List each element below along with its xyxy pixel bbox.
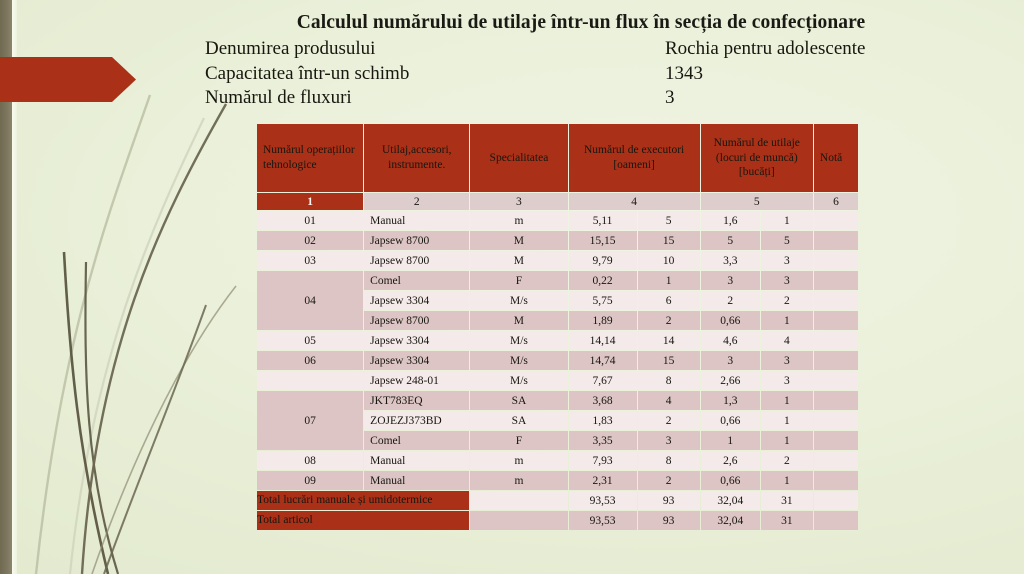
cell-executors-round: 3 <box>638 431 700 450</box>
numbering-cell-2: 2 <box>364 193 469 210</box>
cell-operation-number: 06 <box>257 351 363 370</box>
cell-machines-calc: 4,6 <box>701 331 760 350</box>
numbering-cell-5: 5 <box>701 193 813 210</box>
cell-equipment: Comel <box>364 431 469 450</box>
table-row <box>257 251 858 270</box>
table-total-row <box>257 511 858 530</box>
cell-equipment: Japsew 3304 <box>364 331 469 350</box>
cell-machines-round: 3 <box>761 371 813 390</box>
table-body <box>257 211 858 530</box>
cell-executors-calc: 1,83 <box>569 411 637 430</box>
table-row <box>257 371 858 390</box>
cell-machines-round: 3 <box>761 271 813 290</box>
cell-executors-round: 15 <box>638 231 700 250</box>
cell-machines-calc: 0,66 <box>701 311 760 330</box>
decorative-arrow-banner <box>0 57 136 102</box>
cell-specialty: M/s <box>470 351 567 370</box>
numbering-cell-1: 1 <box>257 193 363 210</box>
cell-machines-round: 4 <box>761 331 813 350</box>
cell-operation-number: 03 <box>257 251 363 270</box>
table-header <box>257 124 858 210</box>
cell-specialty: SA <box>470 411 567 430</box>
cell-equipment: Japsew 8700 <box>364 231 469 250</box>
cell-equipment: ZOJEZJ373BD <box>364 411 469 430</box>
cell-operation-number: 04 <box>257 271 363 330</box>
table-row <box>257 331 858 350</box>
cell-operation-number: 05 <box>257 331 363 350</box>
th-equipment: Utilaj,accesori, instrumente. <box>364 124 469 192</box>
th-executors: Numărul de executori [oameni] <box>569 124 700 192</box>
cell-machines-calc: 5 <box>701 231 760 250</box>
info-row-flows <box>186 86 976 110</box>
cell-executors-calc: 3,68 <box>569 391 637 410</box>
cell-operation-number: 09 <box>257 471 363 490</box>
cell-executors-calc: 5,11 <box>569 211 637 230</box>
cell-total-label: Total lucrări manuale și umidotermice <box>257 491 469 510</box>
cell-equipment: Japsew 8700 <box>364 251 469 270</box>
cell-total-machines-round: 31 <box>761 491 813 510</box>
info-label-capacity: Capacitatea într-un schimb <box>205 62 410 84</box>
cell-executors-round: 2 <box>638 471 700 490</box>
cell-total-note <box>814 491 858 510</box>
cell-machines-round: 1 <box>761 411 813 430</box>
cell-total-machines-calc: 32,04 <box>701 491 760 510</box>
page-title: Calculul numărului de utilaje într-un flux în secția de confecționare <box>296 12 866 33</box>
info-label-flows: Numărul de fluxuri <box>205 87 352 109</box>
cell-equipment: Manual <box>364 451 469 470</box>
cell-machines-calc: 1,6 <box>701 211 760 230</box>
cell-note <box>814 471 858 490</box>
cell-equipment: Japsew 8700 <box>364 311 469 330</box>
cell-note <box>814 231 858 250</box>
info-label-product: Denumirea produsului <box>205 38 376 60</box>
cell-specialty: M <box>470 311 567 330</box>
cell-machines-round: 3 <box>761 251 813 270</box>
cell-machines-round: 2 <box>761 291 813 310</box>
cell-executors-round: 1 <box>638 271 700 290</box>
cell-specialty: m <box>470 451 567 470</box>
cell-note <box>814 411 858 430</box>
numbering-cell-4: 4 <box>569 193 700 210</box>
cell-specialty: F <box>470 271 567 290</box>
cell-machines-calc: 3 <box>701 351 760 370</box>
calculation-table-container <box>256 123 859 531</box>
cell-executors-calc: 7,67 <box>569 371 637 390</box>
cell-executors-calc: 5,75 <box>569 291 637 310</box>
cell-specialty: M <box>470 251 567 270</box>
cell-total-executors-calc: 93,53 <box>569 491 637 510</box>
cell-executors-round: 6 <box>638 291 700 310</box>
cell-equipment: Japsew 3304 <box>364 351 469 370</box>
cell-machines-round: 1 <box>761 311 813 330</box>
cell-note <box>814 351 858 370</box>
th-operation-number: Numărul operațiilor tehnologice <box>257 124 363 192</box>
info-value-product: Rochia pentru adolescente <box>665 38 866 60</box>
cell-note <box>814 311 858 330</box>
cell-executors-round: 10 <box>638 251 700 270</box>
cell-operation-number: 07 <box>257 391 363 450</box>
cell-operation-number: 01 <box>257 211 363 230</box>
cell-total-spacer <box>470 511 567 530</box>
cell-total-machines-calc: 32,04 <box>701 511 760 530</box>
cell-executors-calc: 7,93 <box>569 451 637 470</box>
cell-executors-round: 15 <box>638 351 700 370</box>
cell-machines-calc: 1 <box>701 431 760 450</box>
cell-machines-round: 5 <box>761 231 813 250</box>
cell-note <box>814 431 858 450</box>
table-row <box>257 451 858 470</box>
cell-executors-round: 2 <box>638 311 700 330</box>
numbering-cell-3: 3 <box>470 193 567 210</box>
cell-specialty: M <box>470 231 567 250</box>
cell-executors-round: 5 <box>638 211 700 230</box>
info-row-capacity <box>186 62 976 86</box>
cell-executors-calc: 9,79 <box>569 251 637 270</box>
cell-equipment: Japsew 248-01 <box>364 371 469 390</box>
cell-specialty: m <box>470 471 567 490</box>
cell-executors-round: 4 <box>638 391 700 410</box>
cell-note <box>814 371 858 390</box>
cell-specialty: M/s <box>470 331 567 350</box>
info-row-product <box>186 37 976 61</box>
th-note: Notă <box>814 124 858 192</box>
cell-executors-round: 2 <box>638 411 700 430</box>
cell-machines-round: 1 <box>761 391 813 410</box>
cell-specialty: F <box>470 431 567 450</box>
cell-equipment: Manual <box>364 211 469 230</box>
cell-machines-calc: 3,3 <box>701 251 760 270</box>
cell-machines-round: 3 <box>761 351 813 370</box>
cell-machines-round: 1 <box>761 471 813 490</box>
cell-executors-calc: 14,74 <box>569 351 637 370</box>
table-row <box>257 271 858 290</box>
th-specialty: Specialitatea <box>470 124 567 192</box>
cell-specialty: m <box>470 211 567 230</box>
table-row <box>257 391 858 410</box>
cell-machines-calc: 0,66 <box>701 411 760 430</box>
cell-equipment: Japsew 3304 <box>364 291 469 310</box>
cell-executors-calc: 14,14 <box>569 331 637 350</box>
numbering-cell-6: 6 <box>814 193 858 210</box>
table-row <box>257 471 858 490</box>
cell-equipment: Comel <box>364 271 469 290</box>
cell-machines-calc: 3 <box>701 271 760 290</box>
cell-machines-calc: 1,3 <box>701 391 760 410</box>
cell-note <box>814 251 858 270</box>
cell-total-executors-calc: 93,53 <box>569 511 637 530</box>
cell-note <box>814 291 858 310</box>
cell-note <box>814 391 858 410</box>
heading-block <box>186 12 976 110</box>
cell-equipment: Manual <box>364 471 469 490</box>
cell-operation-number: 02 <box>257 231 363 250</box>
cell-executors-round: 8 <box>638 451 700 470</box>
cell-note <box>814 211 858 230</box>
cell-note <box>814 331 858 350</box>
cell-specialty: M/s <box>470 291 567 310</box>
cell-executors-calc: 3,35 <box>569 431 637 450</box>
cell-equipment: JKT783EQ <box>364 391 469 410</box>
cell-total-executors-round: 93 <box>638 491 700 510</box>
cell-machines-round: 1 <box>761 431 813 450</box>
cell-machines-calc: 2 <box>701 291 760 310</box>
cell-machines-round: 1 <box>761 211 813 230</box>
table-header-row <box>257 124 858 192</box>
calculation-table <box>256 123 859 531</box>
cell-machines-calc: 2,6 <box>701 451 760 470</box>
cell-executors-calc: 1,89 <box>569 311 637 330</box>
cell-specialty: SA <box>470 391 567 410</box>
th-equipment-count: Numărul de utilaje (locuri de muncă) [bucăți] <box>701 124 813 192</box>
cell-note <box>814 271 858 290</box>
cell-machines-calc: 0,66 <box>701 471 760 490</box>
table-row <box>257 211 858 230</box>
cell-note <box>814 451 858 470</box>
cell-total-label: Total articol <box>257 511 469 530</box>
table-numbering-row <box>257 193 858 210</box>
table-row <box>257 351 858 370</box>
cell-total-spacer <box>470 491 567 510</box>
cell-executors-calc: 2,31 <box>569 471 637 490</box>
info-value-capacity: 1343 <box>665 62 703 84</box>
cell-total-note <box>814 511 858 530</box>
cell-total-machines-round: 31 <box>761 511 813 530</box>
cell-executors-calc: 15,15 <box>569 231 637 250</box>
info-value-flows: 3 <box>665 87 675 109</box>
cell-machines-calc: 2,66 <box>701 371 760 390</box>
cell-executors-round: 8 <box>638 371 700 390</box>
cell-total-executors-round: 93 <box>638 511 700 530</box>
cell-specialty: M/s <box>470 371 567 390</box>
table-total-row <box>257 491 858 510</box>
cell-executors-round: 14 <box>638 331 700 350</box>
cell-operation-number: 08 <box>257 451 363 470</box>
cell-operation-number <box>257 371 363 390</box>
cell-machines-round: 2 <box>761 451 813 470</box>
cell-executors-calc: 0,22 <box>569 271 637 290</box>
table-row <box>257 231 858 250</box>
